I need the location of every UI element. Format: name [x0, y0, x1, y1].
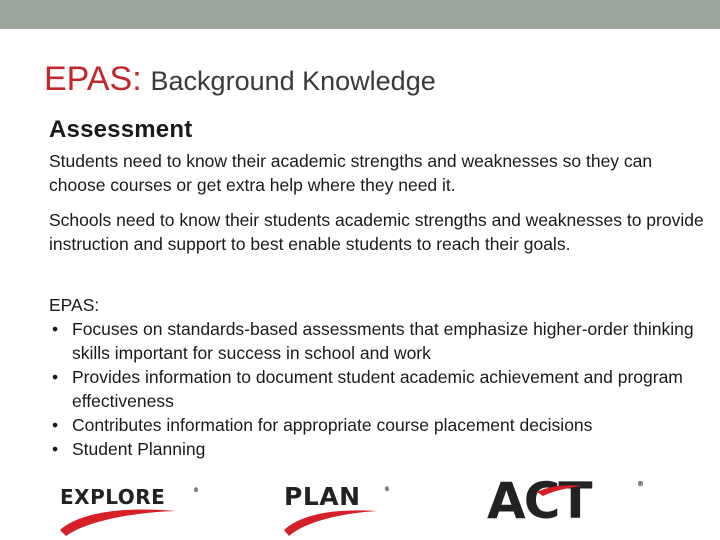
swoosh-icon: [60, 510, 176, 536]
explore-logo-text: EXPLORE: [60, 485, 166, 509]
list-item: [49, 317, 709, 365]
epas-label: EPAS:: [49, 295, 100, 315]
list-item: [49, 365, 709, 413]
bullet-icon: •: [52, 439, 59, 459]
registered-mark: ®: [637, 480, 644, 488]
explore-logo: [58, 478, 203, 538]
bullet-icon: •: [52, 319, 59, 339]
paragraph-students: Students need to know their academic strengths and weaknesses so they can choose courses or get extra help where they need it.: [49, 151, 653, 195]
logo-row: [0, 468, 720, 534]
bullet-text: Focuses on standards-based assessments that emphasize higher-order thinking skills important for success in school and work: [72, 319, 694, 363]
section-heading: Assessment: [49, 116, 193, 143]
swoosh-icon: [284, 510, 377, 536]
plan-logo: [282, 478, 392, 538]
bullet-icon: •: [52, 415, 59, 435]
registered-mark: ®: [384, 486, 390, 493]
bullet-text: Contributes information for appropriate course placement decisions: [72, 415, 593, 435]
plan-logo-text: PLAN: [284, 482, 361, 511]
bullet-text: Student Planning: [72, 439, 206, 459]
list-item: [49, 413, 709, 437]
paragraph-schools: Schools need to know their students academic strengths and weaknesses to provide instruction and support to best enable students to reach their goals.: [49, 210, 704, 254]
list-item: [49, 437, 709, 461]
bullet-list: [49, 317, 709, 461]
slide-title: [44, 62, 436, 96]
act-logo-text: ACT: [487, 472, 591, 530]
epas-block: [49, 293, 709, 461]
title-sub: Background Knowledge: [150, 66, 436, 96]
bullet-text: Provides information to document student academic achievement and program effectiveness: [72, 367, 683, 411]
title-main: EPAS:: [44, 60, 142, 98]
registered-mark: ®: [193, 487, 199, 494]
bullet-icon: •: [52, 367, 59, 387]
act-logo: [487, 472, 647, 530]
top-band: [0, 0, 720, 29]
